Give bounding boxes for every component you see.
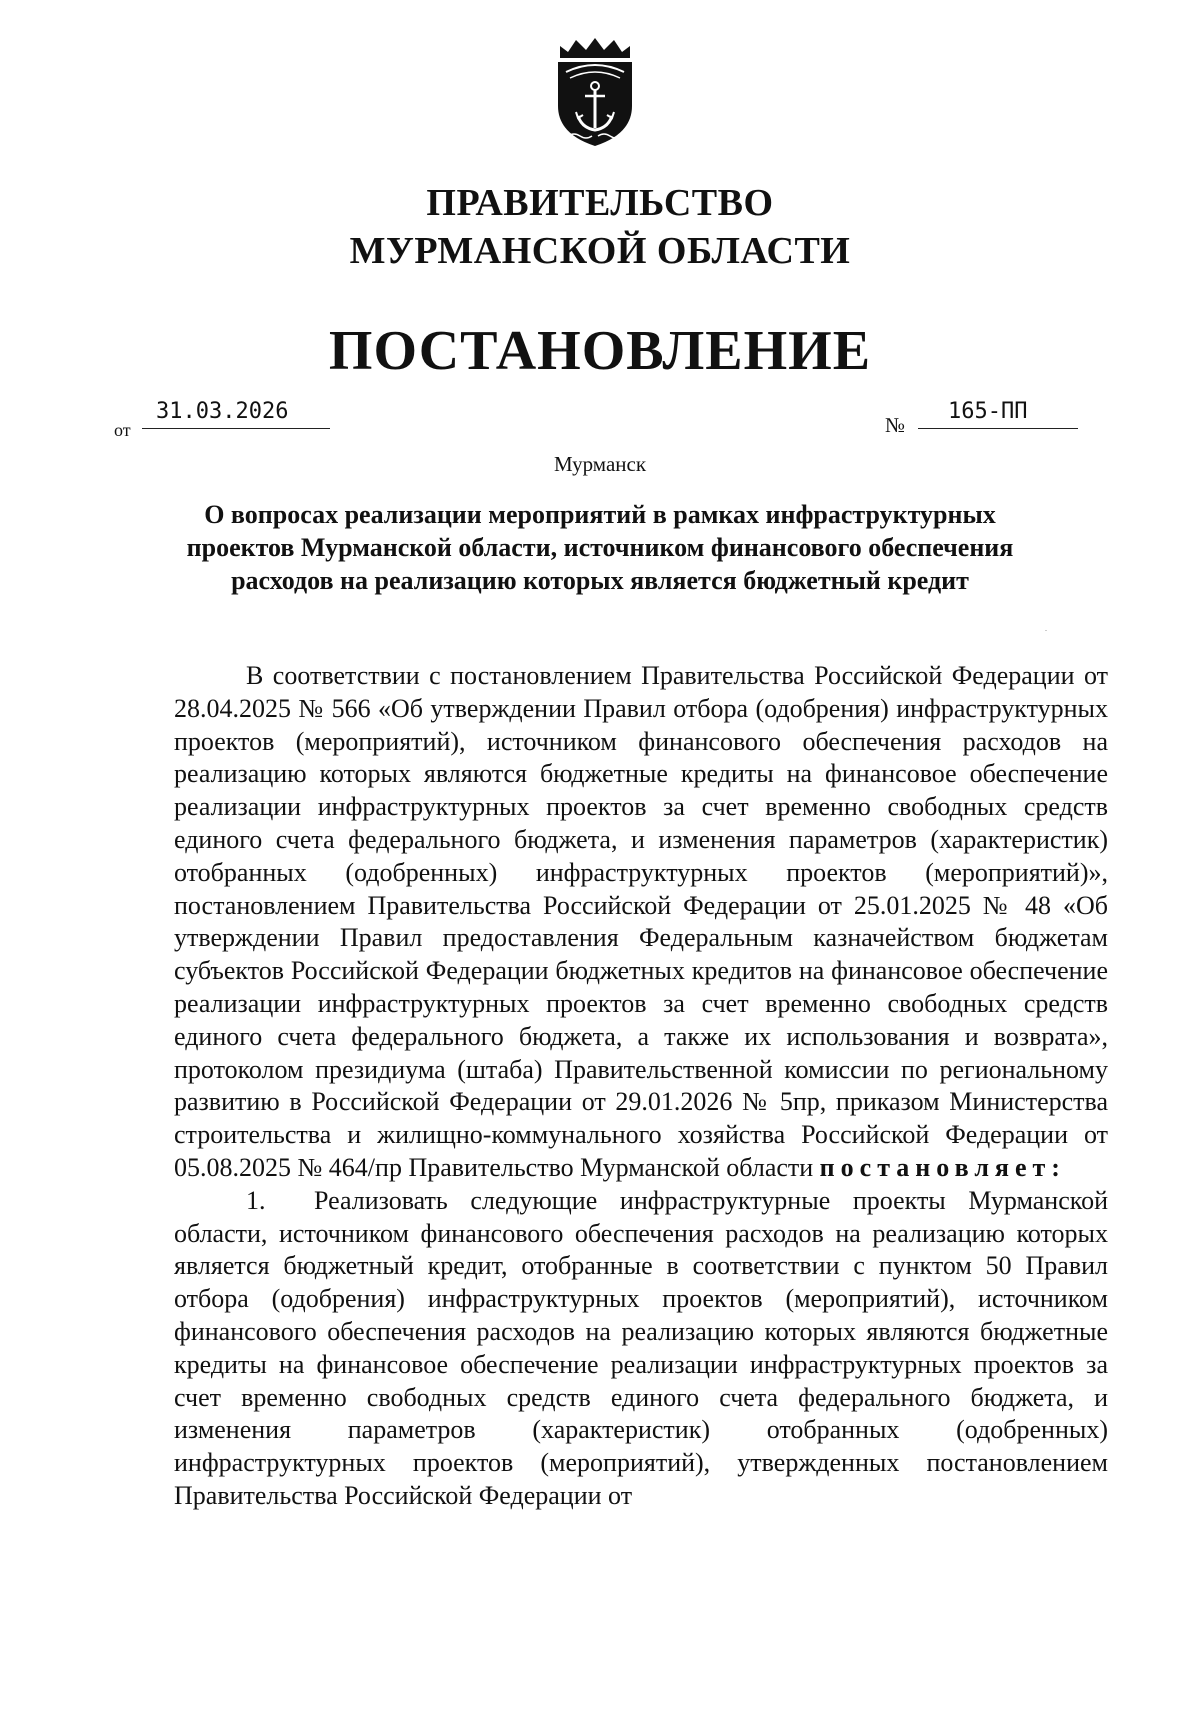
preamble-text: В соответствии с постановлением Правительства Российской Федерации от 28.04.2025 № 566 «Об утверждении Правил отбора (одобрения) инфраструктурных проектов (мероприятий), источником финансового обеспечения расходов на реализацию которых являются бюджетные кредиты на финансовое обеспечение реализации инфраструктурных проектов за счет временно свободных средств единого счета федерального бюджета, и изменения параметров (характеристик) отобранных (одобренных) инфраструктурных проектов (мероприятий)», постановлением Правительства Российской Федерации от 25.01.2025 № 48 «Об утверждении Правил предоставления Федеральным казначейством бюджетам субъектов Российской Федерации бюджетных кредитов на финансовое обеспечение реализации инфраструктурных проектов за счет временно свободных средств единого счета федерального бюджета, а также их использования и возврата», протоколом президиума (штаба) Правительственной комиссии по региональному развитию в Российской Федерации от 29.01.2026 № 5пр, приказом Министерства строительства и жилищно-коммунального хозяйства Российской Федерации от 05.08.2025 № 464/пр Правительство Мурманской области — [174, 661, 1108, 1182]
city-name: Мурманск — [553, 452, 647, 476]
government-name-line2: МУРМАНСКОЙ ОБЛАСТИ — [349, 230, 851, 272]
item-1-text: Реализовать следующие инфраструктурные проекты Мурманской области, источником финансового обеспечения расходов на реализацию которых является бюджетный кредит, отобранные в соответствии с пунктом 50 Правил отбора (одобрения) инфраструктурных проектов (мероприятий), источником финансового обеспечения расходов на реализацию которых являются бюджетные кредиты на финансовое обеспечение реализации инфраструктурных проектов за счет временно свободных средств единого счета федерального бюджета, и изменения параметров (характеристик) отобранных (одобренных) инфраструктурных проектов (мероприятий), утвержденных постановлением Правительства Российской Федерации от — [174, 1185, 1108, 1510]
document-body — [174, 660, 1108, 1513]
document-date: 31.03.2026 — [142, 397, 330, 429]
item-1-paragraph — [174, 1185, 1108, 1513]
document-type-title: ПОСТАНОВЛЕНИЕ — [328, 320, 872, 382]
scan-mark — [1045, 630, 1047, 631]
date-prefix: от — [114, 420, 131, 440]
document-subject: О вопросах реализации мероприятий в рамках инфраструктурных проектов Мурманской области, источником финансового обеспечения расходов на реализацию которых является бюджетный кредит — [186, 500, 1014, 595]
decree-verb: постановляет: — [819, 1152, 1066, 1182]
number-prefix: № — [885, 413, 906, 437]
government-name-line1: ПРАВИТЕЛЬСТВО — [426, 182, 774, 224]
document-number: 165-ПП — [918, 397, 1078, 429]
preamble-paragraph — [174, 660, 1108, 1185]
item-1-number: 1. — [246, 1185, 266, 1215]
coat-of-arms-icon — [552, 36, 638, 148]
